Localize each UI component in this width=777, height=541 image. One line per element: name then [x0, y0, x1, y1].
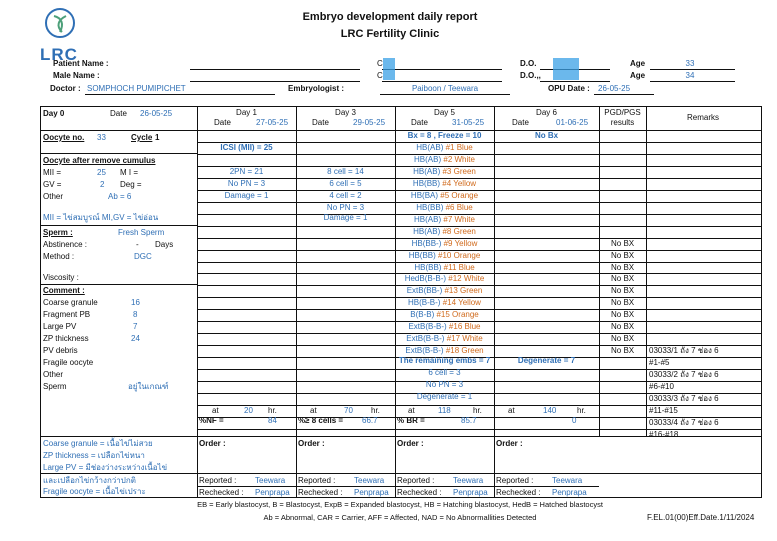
signoff-divider — [395, 486, 494, 487]
d5-br-label: % BR = — [397, 416, 425, 425]
other-value: Ab = 6 — [108, 192, 132, 201]
note-3: Large PV = มีช่องว่างระหว่างเนื้อไข่ — [43, 463, 168, 472]
embryologist-label: Embryologist : — [288, 84, 345, 93]
large-pv-label: Large PV — [43, 322, 77, 331]
d5-embryo-row — [395, 334, 494, 344]
do-label-1: D.O. — [520, 59, 537, 68]
embryo-tag: #14 Yellow — [442, 298, 481, 308]
remark-entry: 03033/2 ถัง 7 ช่อง 6 — [649, 370, 719, 379]
rechecked-label: Rechecked : — [496, 488, 541, 497]
embryo-grade: HB(BB) — [416, 202, 446, 212]
day5-date: 31-05-25 — [452, 118, 485, 127]
d1-icsi: ICSI (MII) = 25 — [220, 143, 273, 152]
d5-embryo-row — [395, 298, 494, 308]
zp-label: ZP thickness — [43, 334, 89, 343]
embryo-grade: B(B-B) — [410, 310, 437, 320]
d5-embryo-row — [395, 167, 494, 177]
embryo-tag: #5 Orange — [440, 190, 479, 200]
deg-label: Deg = — [120, 180, 142, 189]
embryo-tag: #11 Blue — [443, 262, 475, 272]
note-1: Coarse granule = เนื้อไข่ไม่สวย — [43, 439, 153, 448]
age-label-1: Age — [630, 59, 646, 68]
d5-degenerate: Degenerate = 1 — [416, 392, 473, 401]
embryo-tag: #16 Blue — [448, 322, 481, 332]
mii-value: 25 — [97, 168, 106, 177]
d6-at-label: at — [508, 406, 515, 415]
order-label: Order : — [199, 439, 226, 448]
reported-by: Teewara — [354, 476, 385, 485]
d5-embryo-row — [395, 143, 494, 153]
fragment-label: Fragment PB — [43, 310, 91, 319]
remark-entry: 03033/1 ถัง 7 ช่อง 6 — [649, 346, 719, 356]
d3-pct-label: %≥ 8 cells = — [298, 416, 344, 425]
embryo-grade: HB(BB) — [412, 178, 443, 188]
mii-note: MII = ไข่สมบูรณ์ MI,GV = ไข่อ่อน — [43, 213, 159, 222]
other2-label: Other — [43, 370, 64, 379]
pgd-result: No BX — [611, 274, 635, 284]
remark-entry: #11-#15 — [649, 405, 678, 415]
day1-date-label: Date — [214, 118, 231, 127]
embryo-grade: HB(B-B-) — [408, 298, 443, 308]
d5-embryo-row — [395, 191, 494, 201]
day3-date-label: Date — [312, 118, 329, 127]
d3-8cell: 8 cell = 14 — [327, 167, 364, 176]
d5-bx-freeze: Bx = 8 , Freeze = 10 — [407, 131, 482, 140]
report-title: Embryo development daily report — [302, 11, 478, 23]
pv-debris-label: PV debris — [43, 346, 78, 355]
male-c-label: C — [377, 71, 383, 80]
oocyte-no-value: 33 — [97, 133, 106, 142]
day0-hr-label: hr. — [268, 406, 277, 415]
doctor-value: SOMPHOCH PUMIPICHET — [87, 84, 186, 93]
fragment-value: 8 — [133, 310, 138, 319]
d3-hr-label: hr. — [371, 406, 380, 415]
d3-4cell: 4 cell = 2 — [329, 191, 362, 200]
d6-zero: 0 — [572, 416, 577, 425]
d1-damage: Damage = 1 — [224, 191, 269, 200]
reported-by: Teewara — [255, 476, 286, 485]
redaction-1 — [383, 58, 395, 80]
embryo-grade: ExtB(B-B-) — [408, 322, 449, 332]
remarks-label: Remarks — [686, 113, 719, 122]
footer-abbrev-1: EB = Early blastocyst, B = Blastocyst, ExpB = Expanded blastocyst, HB = Hatching blastocyst, HedB = Hatched blastocyst — [197, 500, 603, 509]
rechecked-by: Penprapa — [552, 488, 587, 497]
embryo-tag: #6 Blue — [445, 202, 473, 212]
method-value: DGC — [134, 252, 152, 261]
day5-date-label: Date — [411, 118, 428, 127]
age-value-1: 33 — [685, 59, 695, 68]
pgd-results-label: results — [610, 118, 635, 127]
rechecked-by: Penprapa — [453, 488, 488, 497]
d5-embryo-row — [395, 346, 494, 356]
embryo-tag: #2 White — [443, 154, 475, 164]
d5-embryo-row — [395, 310, 494, 320]
other-label: Other — [43, 192, 64, 201]
embryo-grade: HB(BB) — [408, 250, 439, 260]
note-5: Fragile oocyte = เนื้อไข่เปราะ — [43, 487, 146, 496]
abstinence-label: Abstinence : — [43, 240, 88, 249]
gv-value: 2 — [100, 180, 105, 189]
embryo-tag: #4 Yellow — [442, 178, 477, 188]
pgd-label: PGD/PGS — [604, 108, 641, 117]
d5-embryo-row — [395, 203, 494, 213]
d5-remaining: The remaining embs = 7 — [398, 356, 491, 365]
mi-label: M I = — [120, 168, 139, 177]
pgd-result: No BX — [611, 238, 635, 248]
embryo-tag: #12 White — [448, 274, 485, 284]
sperm2-value: อยู่ในเกณฑ์ — [128, 382, 169, 391]
age-value-2: 34 — [685, 71, 695, 80]
d1-nopn: No PN = 3 — [227, 179, 266, 188]
embryo-grade: HB(BB) — [414, 262, 444, 272]
pgd-result: No BX — [611, 322, 635, 332]
day1-date: 27-05-25 — [256, 118, 289, 127]
pgd-result: No BX — [611, 286, 635, 296]
embryo-tag: #3 Green — [442, 166, 476, 176]
d1-nf-value: 84 — [268, 416, 277, 425]
coarse-value: 16 — [131, 298, 140, 307]
embryo-grade: HB(BB-) — [411, 238, 444, 248]
remark-entry: #16-#18 — [649, 429, 679, 439]
d3-pct-value: 66.7 — [362, 416, 378, 425]
day3-label: Day 3 — [335, 108, 356, 117]
d6-hr-label: hr. — [577, 406, 586, 415]
day6-date-label: Date — [512, 118, 529, 127]
d5-embryo-row — [395, 155, 494, 165]
d5-nopn: No PN = 3 — [425, 380, 464, 389]
d3-nopn: No PN = 3 — [326, 203, 365, 212]
rechecked-by: Penprapa — [354, 488, 389, 497]
opu-date-value: 26-05-25 — [598, 84, 631, 93]
embryo-tag: #17 White — [446, 334, 483, 344]
age-label-2: Age — [630, 71, 646, 80]
embryo-tag: #13 Green — [444, 286, 483, 296]
reported-label: Reported : — [496, 476, 534, 485]
reported-label: Reported : — [397, 476, 435, 485]
embryo-tag: #9 Yellow — [443, 238, 478, 248]
viscosity-label: Viscosity : — [43, 273, 79, 282]
oocyte-no-label: Oocyte no. — [43, 133, 85, 142]
coarse-label: Coarse granule — [43, 298, 98, 307]
embryologist-value: Paiboon / Teewara — [411, 84, 479, 93]
day0-date: 26-05-25 — [140, 109, 173, 118]
days-label: Days — [155, 240, 174, 249]
d5-embryo-row — [395, 251, 494, 261]
signoff-divider — [296, 486, 395, 487]
embryo-grade: HB(AB) — [413, 166, 443, 176]
d5-at-value: 118 — [438, 406, 451, 415]
doctor-label: Doctor : — [50, 84, 81, 93]
d5-embryo-row — [395, 227, 494, 237]
rechecked-label: Rechecked : — [397, 488, 442, 497]
gv-label: GV = — [43, 180, 62, 189]
day6-date: 01-06-25 — [556, 118, 589, 127]
d3-damage: Damage = 1 — [323, 213, 368, 222]
embryo-tag: #8 Green — [442, 226, 476, 236]
embryo-tag: #1 Blue — [445, 143, 473, 152]
pgd-result: No BX — [611, 262, 635, 272]
after-cumulus-label: Oocyte after remove cumulus — [43, 156, 156, 165]
embryo-grade: ExtB(BB-) — [406, 286, 445, 296]
redaction-2 — [553, 58, 579, 80]
form-code: F.EL.01(00)Eff.Date.1/11/2024 — [647, 513, 755, 522]
logo-emblem-icon — [40, 6, 80, 42]
embryo-tag: #15 Orange — [436, 310, 479, 320]
sperm-value: Fresh Sperm — [118, 228, 165, 237]
fragile-label: Fragile oocyte — [43, 358, 94, 367]
reported-label: Reported : — [298, 476, 336, 485]
rechecked-label: Rechecked : — [199, 488, 244, 497]
do-label-2: D.O.,, — [520, 71, 541, 80]
reported-label: Reported : — [199, 476, 237, 485]
d5-embryo-row — [395, 263, 494, 273]
day0-at-value: 20 — [244, 406, 253, 415]
note-2: ZP thickness = เปลือกไข่หนา — [43, 451, 145, 460]
d1-2pn: 2PN = 21 — [229, 167, 264, 176]
day0-at-label: at — [212, 406, 219, 415]
embryo-tag: #7 White — [443, 214, 475, 224]
d3-at-label: at — [310, 406, 317, 415]
order-label: Order : — [298, 439, 325, 448]
large-pv-value: 7 — [133, 322, 138, 331]
order-label: Order : — [496, 439, 523, 448]
pgd-result: No BX — [611, 298, 635, 308]
day0-date-label: Date — [110, 109, 127, 118]
d5-hr-label: hr. — [473, 406, 482, 415]
reported-by: Teewara — [453, 476, 484, 485]
abstinence-value: - — [136, 240, 139, 249]
male-name-label: Male Name : — [53, 71, 100, 80]
day0-label: Day 0 — [43, 109, 65, 118]
rechecked-by: Penprapa — [255, 488, 290, 497]
signoff-divider — [197, 486, 296, 487]
d6-nobx: No Bx — [534, 131, 559, 140]
zp-value: 24 — [131, 334, 140, 343]
method-label: Method : — [43, 252, 75, 261]
sperm2-label: Sperm — [43, 382, 67, 391]
remark-entry: 03033/4 ถัง 7 ช่อง 6 — [649, 417, 719, 427]
rechecked-label: Rechecked : — [298, 488, 343, 497]
clinic-name: LRC Fertility Clinic — [340, 28, 440, 40]
d3-6cell: 6 cell = 5 — [329, 179, 362, 188]
pgd-result: No BX — [611, 334, 635, 344]
clinic-logo — [40, 6, 80, 64]
pgd-result: No BX — [611, 346, 635, 356]
order-label: Order : — [397, 439, 424, 448]
patient-c-label: C — [377, 59, 383, 68]
footer-abbrev-2: Ab = Abnormal, CAR = Carrier, AFF = Affected, NAD = No Abnormallities Detected — [263, 513, 537, 522]
sperm-label: Sperm : — [43, 228, 73, 237]
day6-label: Day 6 — [536, 108, 557, 117]
d3-at-value: 70 — [344, 406, 353, 415]
logo-text: LRC — [40, 45, 78, 64]
d5-embryo-row — [395, 215, 494, 225]
note-4: และเปลือกไข่กว้างกว่าปกติ — [43, 476, 136, 485]
opu-date-label: OPU Date : — [548, 84, 590, 93]
d5-br-value: 85.7 — [461, 416, 477, 425]
remark-entry: #1-#5 — [649, 358, 670, 368]
day1-label: Day 1 — [236, 108, 257, 117]
embryo-grade: ExtB(B-B-) — [406, 334, 447, 344]
d6-at-value: 140 — [543, 406, 557, 415]
embryo-grade: HB(AB) — [413, 226, 443, 236]
d5-embryo-row — [395, 286, 494, 296]
day5-label: Day 5 — [434, 108, 455, 117]
d5-embryo-row — [395, 179, 494, 189]
embryo-tag: #18 Green — [445, 346, 484, 356]
day3-date: 29-05-25 — [353, 118, 386, 127]
embryo-tag: #10 Orange — [438, 250, 481, 260]
pgd-result: No BX — [611, 250, 635, 260]
d5-embryo-row — [395, 274, 494, 284]
comment-label: Comment : — [43, 286, 85, 295]
signoff-divider — [494, 486, 599, 487]
remark-entry: #6-#10 — [649, 382, 674, 391]
embryo-grade: HedB(B-B-) — [404, 274, 449, 284]
reported-by: Teewara — [552, 476, 583, 485]
d5-6cell: 6 cell = 3 — [428, 368, 461, 377]
mii-label: MII = — [43, 168, 62, 177]
d5-embryo-row — [395, 322, 494, 332]
embryo-grade: HB(AB) — [416, 143, 446, 152]
embryo-grade: HB(AB) — [414, 214, 444, 224]
cycle-label: Cycle — [131, 133, 153, 142]
cycle-value: 1 — [155, 133, 160, 142]
d5-at-label: at — [408, 406, 415, 415]
embryo-grade: HB(AB) — [414, 154, 444, 164]
d1-nf-label: %NF = — [199, 416, 224, 425]
embryo-grade: ExtB(B-B-) — [405, 346, 446, 356]
embryo-grade: HB(BA) — [410, 190, 441, 200]
patient-name-label: Patient Name : — [53, 59, 109, 68]
d6-degenerate: Degenerate = 7 — [517, 356, 576, 365]
d5-embryo-row — [395, 239, 494, 249]
pgd-result: No BX — [611, 310, 635, 320]
remark-entry: 03033/3 ถัง 7 ช่อง 6 — [649, 393, 719, 403]
